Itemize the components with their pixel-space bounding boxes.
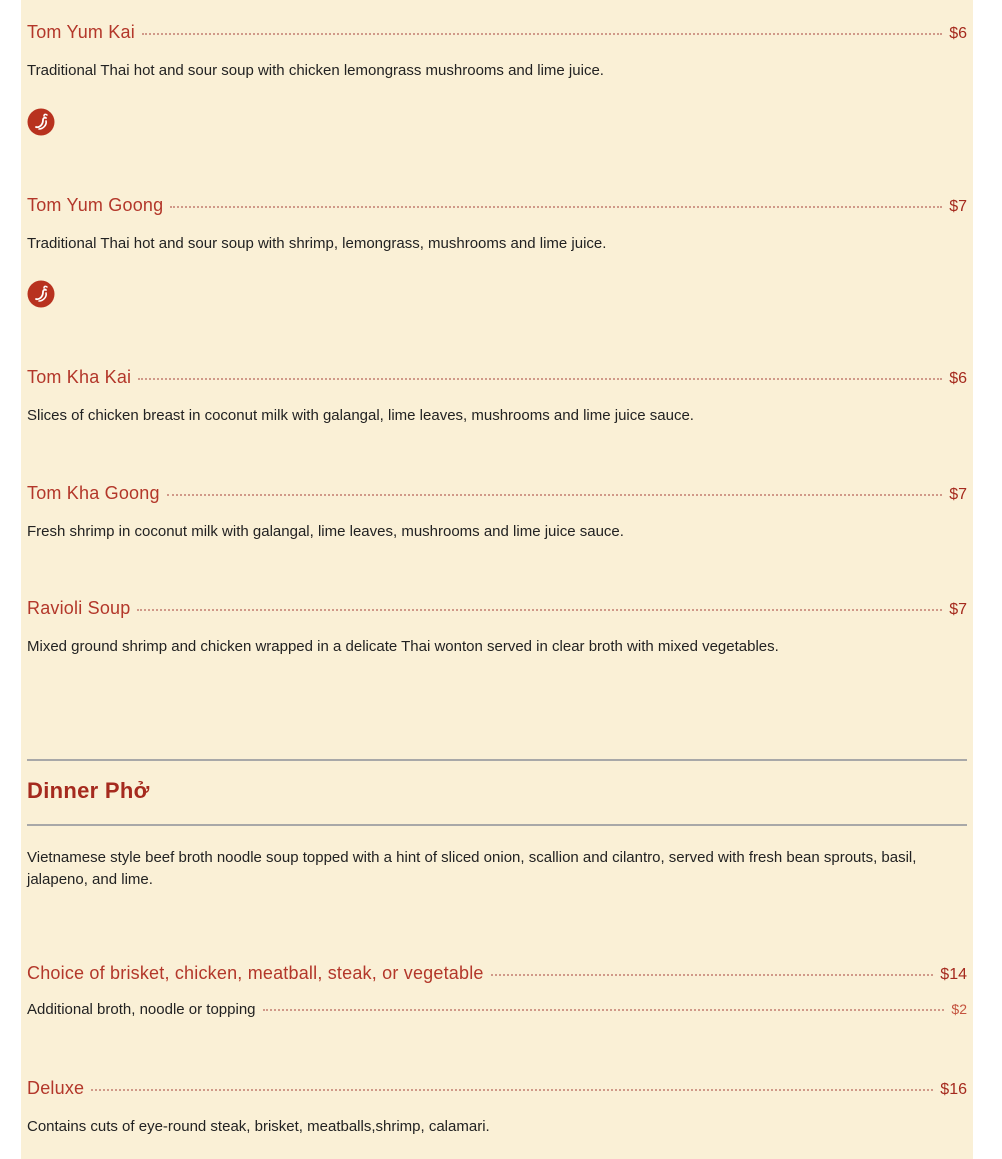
item-price: $7 (949, 198, 967, 215)
menu-item-row (27, 1078, 967, 1099)
dot-leader (91, 1089, 933, 1091)
item-description: Mixed ground shrimp and chicken wrapped in a delicate Thai wonton served in clear broth with mixed vegetables. (27, 638, 779, 655)
item-name: Tom Kha Kai (27, 367, 132, 387)
dot-leader (167, 494, 943, 496)
addon-price: $2 (951, 1001, 967, 1017)
menu-item-row (27, 598, 967, 619)
menu-panel (21, 0, 973, 1159)
item-description: Traditional Thai hot and sour soup with shrimp, lemongrass, mushrooms and lime juice. (27, 235, 607, 252)
dot-leader (142, 33, 942, 35)
item-description: Traditional Thai hot and sour soup with chicken lemongrass mushrooms and lime juice. (27, 62, 604, 79)
item-description: Contains cuts of eye-round steak, brisket, meatballs,shrimp, calamari. (27, 1118, 490, 1135)
item-price: $6 (949, 370, 967, 387)
item-price: $14 (940, 966, 967, 983)
addon-row (27, 1001, 967, 1018)
menu-item-row (27, 22, 967, 43)
section-divider (27, 759, 967, 761)
section-divider (27, 824, 967, 826)
dot-leader (170, 206, 942, 208)
section-description: Vietnamese style beef broth noodle soup topped with a hint of sliced onion, scallion and cilantro, served with fresh bean sprouts, basil, jalapeno, and lime. (27, 849, 917, 888)
item-price: $7 (949, 601, 967, 618)
menu-item-row (27, 483, 967, 504)
menu-item-row (27, 963, 967, 984)
section-title: Dinner Phở (27, 778, 150, 803)
dot-leader (138, 378, 942, 380)
dot-leader (137, 609, 942, 611)
item-price: $7 (949, 486, 967, 503)
item-price: $16 (940, 1081, 967, 1098)
item-description: Fresh shrimp in coconut milk with galangal, lime leaves, mushrooms and lime juice sauce. (27, 523, 624, 540)
item-name: Deluxe (27, 1078, 85, 1098)
item-name: Tom Yum Goong (27, 195, 164, 215)
chili-pepper-icon (27, 108, 55, 136)
chili-pepper-icon (27, 280, 55, 308)
item-name: Tom Yum Kai (27, 22, 135, 42)
menu-item-row (27, 367, 967, 388)
item-name: Ravioli Soup (27, 598, 131, 618)
addon-name: Additional broth, noodle or topping (27, 1001, 256, 1018)
item-name: Choice of brisket, chicken, meatball, steak, or vegetable (27, 963, 484, 983)
item-description: Slices of chicken breast in coconut milk with galangal, lime leaves, mushrooms and lime juice sauce. (27, 407, 694, 424)
menu-item-row (27, 195, 967, 216)
dot-leader (491, 974, 934, 976)
item-name: Tom Kha Goong (27, 483, 160, 503)
dot-leader (263, 1009, 945, 1011)
item-price: $6 (949, 25, 967, 42)
